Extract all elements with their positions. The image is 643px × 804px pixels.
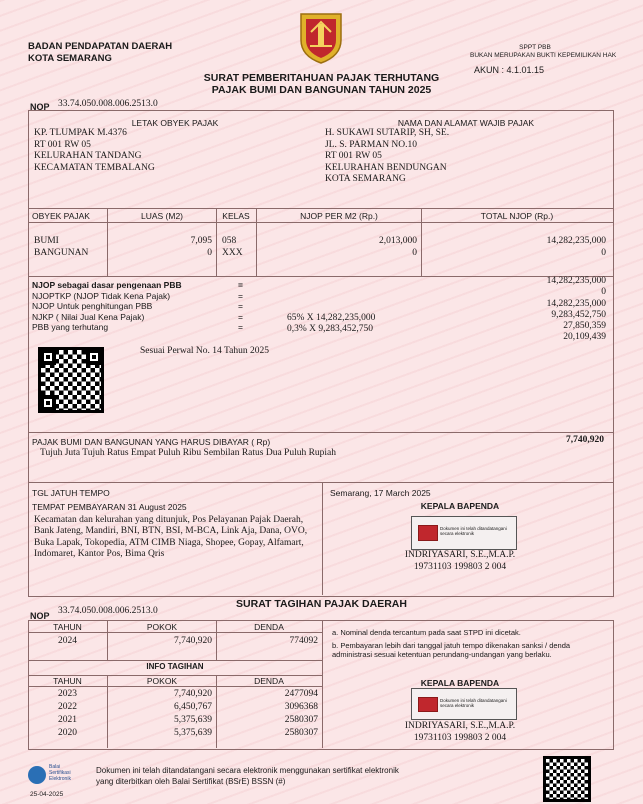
- esign-stamp: [411, 516, 517, 550]
- njop-calc-value: 14,282,235,000: [546, 298, 606, 309]
- perwal-value: 20,109,439: [563, 332, 606, 343]
- pbb-value: 27,850,359: [563, 321, 606, 332]
- stpd-col-year: TAHUN: [53, 622, 82, 632]
- doc-type-line2: BUKAN MERUPAKAN BUKTI KEPEMILIKAN HAK: [470, 52, 617, 59]
- row-njop-m2: 2,013,000: [379, 236, 417, 246]
- account-code: AKUN : 4.1.01.15: [474, 65, 545, 75]
- taxpayer-line4: KELURAHAN BENDUNGAN: [325, 162, 447, 173]
- agency-name: BADAN PENDAPATAN DAERAH: [28, 41, 173, 52]
- stpd-title: SURAT TAGIHAN PAJAK DAERAH: [236, 598, 407, 610]
- pbb-label: PBB yang terhutang: [32, 322, 109, 332]
- calc-labels: [32, 280, 182, 333]
- stpd-year: 2024: [58, 636, 77, 646]
- table-row: 2022 6,450,767 3096368: [58, 702, 318, 712]
- stpd-sign-nip: 19731103 199803 2 004: [413, 733, 507, 743]
- row-njop-m2: 0: [412, 248, 417, 258]
- qr-code: [38, 347, 104, 413]
- document-subtitle: PAJAK BUMI DAN BANGUNAN TAHUN 2025: [211, 84, 432, 96]
- row-class: XXX: [222, 248, 243, 258]
- stpd-nop-label: NOP: [30, 611, 50, 621]
- row-class: 058: [222, 236, 237, 246]
- row-object: BUMI: [34, 236, 59, 246]
- calc-values: [430, 276, 606, 344]
- bsre-globe-icon: [28, 766, 46, 784]
- due-label: TGL JATUH TEMPO: [32, 488, 110, 498]
- object-heading: LETAK OBYEK PAJAK: [131, 118, 219, 128]
- stpd-sign-title: KEPALA BAPENDA: [420, 678, 500, 688]
- sign-name: INDRIYASARI, S.E.,M.A.P.: [404, 550, 516, 560]
- object-line1: KP. TLUMPAK M.4376: [34, 128, 127, 138]
- row-total-njop: 14,282,235,000: [546, 236, 606, 246]
- info-tagihan-title: INFO TAGIHAN: [146, 662, 204, 671]
- esign-footer-text: [96, 765, 399, 787]
- document-type: [470, 44, 616, 74]
- stpd-col-penalty: DENDA: [254, 622, 284, 632]
- object-line3: KELURAHAN TANDANG: [34, 151, 142, 161]
- stamp-text: Dokumen ini telah ditandatangani secara elektronik: [440, 698, 507, 708]
- note-a: a. Nominal denda tercantum pada saat STPD ini dicetak.: [332, 628, 521, 637]
- print-date: 25-04-2025: [30, 791, 64, 798]
- bsre-line1: Balai: [49, 764, 61, 770]
- calc-equals: = = = = =: [238, 280, 243, 332]
- agency-city: KOTA SEMARANG: [28, 53, 112, 64]
- sign-city-date: Semarang, 17 March 2025: [330, 488, 431, 498]
- bsre-line3: Elektronik: [49, 776, 71, 782]
- njop-label: NJOP sebagai dasar pengenaan PBB: [32, 280, 182, 290]
- taxpayer-heading: NAMA DAN ALAMAT WAJIB PAJAK: [397, 118, 535, 128]
- col-header-object: OBYEK PAJAK: [32, 211, 90, 221]
- object-line4: KECAMATAN TEMBALANG: [34, 162, 155, 173]
- pbb-formula: 0,3% X 9,283,452,750: [287, 324, 374, 334]
- info-rows: [28, 688, 322, 740]
- info-col-year: TAHUN: [53, 676, 82, 686]
- payable-label: PAJAK BUMI DAN BANGUNAN YANG HARUS DIBAYAR ( Rp): [32, 437, 271, 447]
- stpd-penalty: 774092: [289, 636, 318, 646]
- bsre-logo: [28, 764, 84, 786]
- taxpayer-line1: H. SUKAWI SUTARIP, SH, SE.: [325, 128, 450, 138]
- bsre-line2: Sertifikasi: [49, 770, 71, 776]
- stpd-notes: [332, 628, 607, 660]
- njoptkp-label: NJOPTKP (NJOP Tidak Kena Pajak): [32, 290, 171, 301]
- col-header-area: LUAS (M2): [140, 211, 184, 221]
- footer-line2: yang diterbitkan oleh Balai Sertifikat (BSrE) BSSN (#): [96, 777, 286, 786]
- njkp-label: NJKP ( Nilai Jual Kena Pajak): [32, 311, 145, 322]
- row-object: BANGUNAN: [34, 248, 89, 258]
- row-area: 0: [207, 248, 212, 258]
- perwal-text: Sesuai Perwal No. 14 Tahun 2025: [140, 346, 269, 356]
- payable-value: 7,740,920: [566, 435, 604, 445]
- object-address: [34, 128, 155, 174]
- note-b: b. Pembayaran lebih dari tanggal jatuh tempo dikenakan sanksi / denda administrasi sesuai ketentuan perundang-undangan yang berlaku.: [332, 640, 571, 659]
- calc-formulas: [287, 313, 375, 335]
- njkp-formula: 65% X 14,282,235,000: [287, 313, 376, 323]
- bapenda-logo-icon: [418, 525, 438, 541]
- njop-calc-label: NJOP Untuk penghitungan PBB: [32, 301, 153, 311]
- payment-places: Kecamatan dan kelurahan yang ditunjuk, Pos Pelayanan Pajak Daerah, Bank Jateng, Mandiri, BNI, BTN, BSI, M-BCA, Link Aja, Dana, OVO, Buka Lapak, Tokopedia, ATM CIMB Niaga, Shopee, Gopay, Alfamart, Indomaret, Kantor Pos, Bima Qris: [34, 515, 308, 559]
- document-title: SURAT PEMBERITAHUAN PAJAK TERHUTANG: [203, 72, 440, 84]
- agency-header: [28, 41, 172, 65]
- njoptkp-value: 0: [601, 287, 606, 298]
- info-col-penalty: DENDA: [254, 676, 284, 686]
- info-col-principal: POKOK: [146, 676, 178, 686]
- footer-line1: Dokumen ini telah ditandatangani secara elektronik menggunakan sertifikat elektronik: [96, 766, 399, 775]
- nop-label: NOP: [30, 102, 50, 112]
- payable-words: Tujuh Juta Tujuh Ratus Empat Puluh Ribu Sembilan Ratus Dua Puluh Rupiah: [40, 448, 337, 458]
- object-line2: RT 001 RW 05: [34, 139, 91, 150]
- njkp-value: 9,283,452,750: [551, 309, 606, 320]
- bapenda-logo-icon: [418, 697, 438, 712]
- footer-qr-code: [543, 756, 591, 802]
- taxpayer-address: [325, 128, 449, 186]
- table-row: 2023 7,740,920 2477094: [58, 689, 318, 699]
- taxpayer-line2: JL. S. PARMAN NO.10: [325, 139, 418, 150]
- taxpayer-line5: KOTA SEMARANG: [325, 174, 406, 184]
- stpd-col-principal: POKOK: [146, 622, 178, 632]
- sign-title: KEPALA BAPENDA: [420, 501, 500, 511]
- row-total-njop: 0: [601, 248, 606, 258]
- taxpayer-line3: RT 001 RW 05: [325, 151, 382, 161]
- doc-type-line1: SPPT PBB: [519, 44, 551, 51]
- stpd-principal: 7,740,920: [174, 636, 212, 646]
- payment-place-label: TEMPAT PEMBAYARAN 31 August 2025: [32, 502, 187, 512]
- stamp-text: Dokumen ini telah ditandatangani secara elektronik: [440, 526, 507, 536]
- stpd-nop-value: 33.74.050.008.006.2513.0: [58, 606, 158, 616]
- sign-nip: 19731103 199803 2 004: [413, 562, 507, 572]
- semarang-logo-icon: [299, 10, 343, 64]
- stpd-sign-name: INDRIYASARI, S.E.,M.A.P.: [404, 721, 516, 731]
- stpd-esign-stamp: [411, 688, 517, 720]
- nop-value: 33.74.050.008.006.2513.0: [58, 99, 158, 109]
- table-row: 2021 5,375,639 2580307: [58, 715, 318, 725]
- col-header-total-njop: TOTAL NJOP (Rp.): [480, 211, 554, 221]
- njop-value: 14,282,235,000: [546, 276, 606, 286]
- col-header-njop-m2: NJOP PER M2 (Rp.): [300, 211, 378, 221]
- row-area: 7,095: [190, 236, 212, 246]
- table-row: 2020 5,375,639 2580307: [58, 728, 318, 738]
- col-header-class: KELAS: [222, 211, 250, 221]
